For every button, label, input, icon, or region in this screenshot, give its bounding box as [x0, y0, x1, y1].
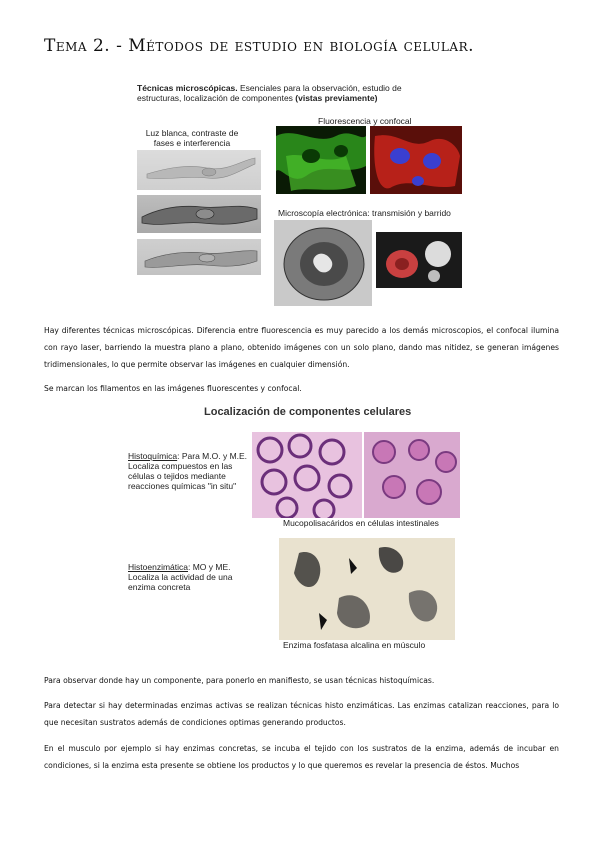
paragraph-1: Hay diferentes técnicas microscópicas. Diferencia entre fluorescencia es muy parecido a los demás microscopios, el confocal ilumina con rayo laser, barriendo la muestra plano a plano, obtenido imágenes con un solo plano, dando mas nitidez, se generan imágenes tridimensionales, lo que permite observar las imágenes en cualquier dimensión. — [44, 326, 559, 369]
histology-image-right — [364, 432, 460, 518]
paragraph-5: En el musculo por ejemplo si hay enzimas concretas, se incuba el tejido con los sustratos de la enzima, además de incubar en condiciones, si la enzima esta presente se obtiene los productos y lo que queremos es revelar la presencia de éstos. Muchos — [44, 744, 559, 770]
confocal-image — [370, 126, 462, 194]
histoenzimatica-title: Histoenzimática — [128, 562, 188, 572]
histoquimica-text: : Para M.O. y M.E. Localiza compuestos en las células o tejidos mediante reacciones químicas "in situ" — [128, 451, 248, 491]
figure1-header-rest: Esenciales para la observación, estudio de estructuras, localización de componentes — [137, 83, 402, 103]
figure1-right-bottom-label: Microscopía electrónica: transmisión y barrido — [278, 208, 451, 218]
brightfield-image-3 — [137, 239, 261, 275]
fluorescence-image — [276, 126, 366, 194]
figure2-heading: Localización de componentes celulares — [204, 406, 412, 418]
muscle-stain — [279, 538, 455, 640]
histoenzimatica-caption: Enzima fosfatasa alcalina en músculo — [283, 640, 426, 650]
histoenzimatica-text: : MO y ME. Localiza la actividad de una enzima concreta — [128, 562, 233, 592]
fluorescence-cells — [276, 126, 366, 194]
tem-cell — [274, 220, 372, 306]
figure1-header — [137, 83, 437, 103]
brightfield-cell-1 — [137, 150, 261, 190]
histology-image-left — [252, 432, 362, 518]
muscle-image — [279, 538, 455, 640]
figure1-header-paren: (vistas previamente) — [295, 93, 378, 103]
histoquimica-description — [128, 451, 252, 491]
sem-image — [376, 232, 462, 288]
intestinal-glands — [252, 432, 362, 518]
phase-contrast-cell — [137, 195, 261, 233]
intestinal-mucus — [364, 432, 460, 518]
paragraph-2: Se marcan los filamentos en las imágenes fluorescentes y confocal. — [44, 384, 302, 393]
confocal-cells — [370, 126, 462, 194]
sem-cells — [376, 232, 462, 288]
interference-cell — [137, 239, 261, 275]
figure1-header-bold: Técnicas microscópicas. — [137, 83, 238, 93]
page-title: Tema 2. - Métodos de estudio en biología celular. — [44, 36, 475, 56]
paragraph-3: Para observar donde hay un componente, para ponerlo en manifiesto, se usan técnicas histoquímicas. — [44, 676, 435, 685]
histoenzimatica-description — [128, 562, 252, 592]
figure1-left-label: Luz blanca, contraste de fases e interferencia — [145, 128, 239, 148]
paragraph-4: Para detectar si hay determinadas enzimas activas se realizan técnicas histo enzimáticas. Las enzimas catalizan reacciones, para lo que necesitan sustratos además de condiciones optimas generando productos. — [44, 701, 559, 727]
figure1-right-top-label: Fluorescencia y confocal — [318, 116, 412, 126]
tem-image — [274, 220, 372, 306]
histoquimica-caption: Mucopolisacáridos en células intestinales — [283, 518, 439, 528]
brightfield-image-1 — [137, 150, 261, 190]
brightfield-image-2 — [137, 195, 261, 233]
histoquimica-title: Histoquímica — [128, 451, 178, 461]
